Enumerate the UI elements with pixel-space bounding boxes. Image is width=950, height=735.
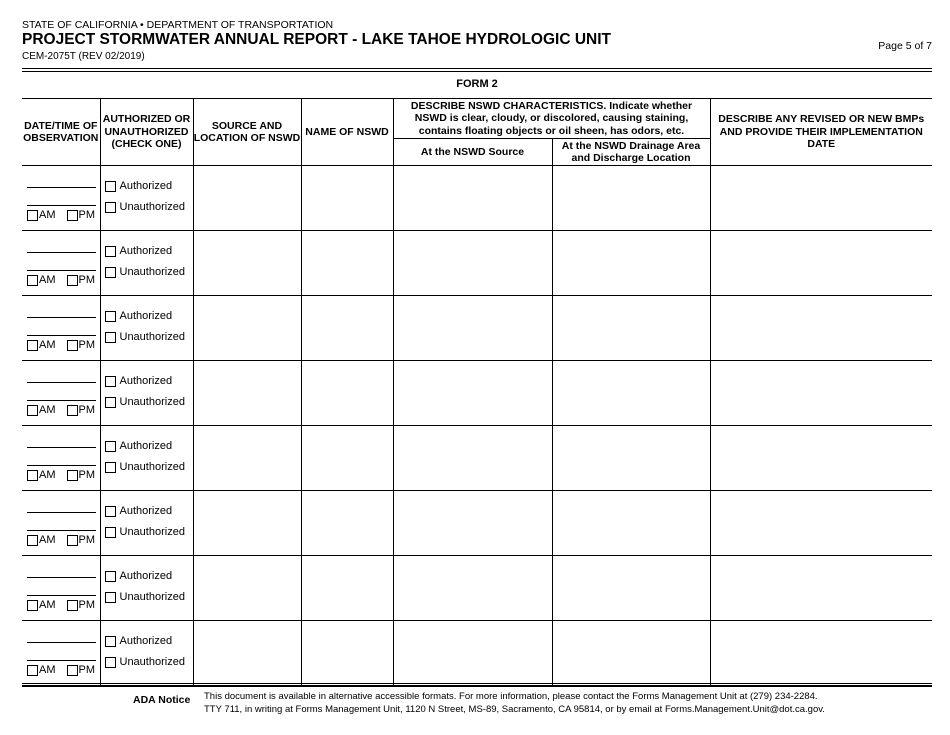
am-pm-group — [27, 209, 106, 221]
date-time-cell — [22, 231, 100, 296]
authorization-cell — [100, 231, 193, 296]
source-location-field[interactable] — [193, 361, 301, 426]
date-time-cell — [22, 491, 100, 556]
unauthorized-checkbox[interactable] — [105, 657, 116, 668]
am-checkbox[interactable] — [27, 665, 38, 676]
col-at-source: At the NSWD Source — [393, 139, 552, 166]
unauthorized-label: Unauthorized — [119, 266, 185, 278]
date-time-cell — [22, 621, 100, 686]
unauthorized-option — [105, 266, 185, 278]
authorized-checkbox[interactable] — [105, 246, 116, 257]
unauthorized-option — [105, 461, 185, 473]
am-pm-group — [27, 664, 106, 676]
unauthorized-label: Unauthorized — [119, 526, 185, 538]
date-field[interactable] — [27, 642, 96, 643]
am-label: AM — [39, 339, 56, 351]
table-row — [22, 231, 932, 296]
bmps-field[interactable] — [710, 231, 932, 296]
authorized-option — [105, 635, 173, 647]
am-checkbox[interactable] — [27, 405, 38, 416]
at-source-field[interactable] — [393, 621, 552, 686]
authorized-label: Authorized — [119, 180, 173, 192]
date-time-cell — [22, 361, 100, 426]
date-time-cell — [22, 426, 100, 491]
authorized-checkbox[interactable] — [105, 636, 116, 647]
pm-label: PM — [78, 599, 95, 611]
pm-label: PM — [78, 274, 95, 286]
unauthorized-checkbox[interactable] — [105, 397, 116, 408]
authorization-cell — [100, 426, 193, 491]
source-location-field[interactable] — [193, 426, 301, 491]
am-pm-group — [27, 599, 106, 611]
time-field[interactable] — [27, 400, 96, 401]
pm-label: PM — [78, 404, 95, 416]
am-checkbox[interactable] — [27, 470, 38, 481]
time-field[interactable] — [27, 660, 96, 661]
time-field[interactable] — [27, 595, 96, 596]
at-drainage-field[interactable] — [552, 556, 710, 621]
am-label: AM — [39, 209, 56, 221]
at-source-field[interactable] — [393, 556, 552, 621]
at-source-field[interactable] — [393, 491, 552, 556]
page-number: Page 5 of 7 — [878, 40, 932, 52]
authorized-option — [105, 310, 173, 322]
authorized-label: Authorized — [119, 375, 173, 387]
source-location-field[interactable] — [193, 621, 301, 686]
authorization-cell — [100, 621, 193, 686]
nswd-name-field[interactable] — [301, 361, 393, 426]
at-source-field[interactable] — [393, 361, 552, 426]
time-field[interactable] — [27, 335, 96, 336]
authorized-label: Authorized — [119, 310, 173, 322]
authorized-option — [105, 245, 173, 257]
col-date-time: DATE/TIME OF OBSERVATION — [22, 99, 100, 166]
nswd-name-field[interactable] — [301, 621, 393, 686]
nswd-name-field[interactable] — [301, 491, 393, 556]
authorized-checkbox[interactable] — [105, 571, 116, 582]
at-drainage-field[interactable] — [552, 621, 710, 686]
date-field[interactable] — [27, 447, 96, 448]
authorized-checkbox[interactable] — [105, 376, 116, 387]
nswd-name-field[interactable] — [301, 556, 393, 621]
at-source-field[interactable] — [393, 426, 552, 491]
am-label: AM — [39, 599, 56, 611]
col-bmps: DESCRIBE ANY REVISED OR NEW BMPs AND PROVIDE THEIR IMPLEMENTATION DATE — [710, 99, 932, 166]
authorization-cell — [100, 556, 193, 621]
bmps-field[interactable] — [710, 296, 932, 361]
col-describe: DESCRIBE NSWD CHARACTERISTICS. Indicate whether NSWD is clear, cloudy, or discolored, causing staining, contains floating objects or oil sheen, has odors, etc. — [393, 99, 710, 139]
time-field[interactable] — [27, 530, 96, 531]
nswd-name-field[interactable] — [301, 231, 393, 296]
source-location-field[interactable] — [193, 491, 301, 556]
authorized-option — [105, 375, 173, 387]
bmps-field[interactable] — [710, 556, 932, 621]
authorization-cell — [100, 166, 193, 231]
am-checkbox[interactable] — [27, 600, 38, 611]
pm-checkbox[interactable] — [67, 535, 78, 546]
unauthorized-option — [105, 331, 185, 343]
authorized-label: Authorized — [119, 505, 173, 517]
pm-label: PM — [78, 209, 95, 221]
unauthorized-label: Unauthorized — [119, 461, 185, 473]
col-authorized: AUTHORIZED OR UNAUTHORIZED (CHECK ONE) — [100, 99, 193, 166]
authorized-label: Authorized — [119, 245, 173, 257]
am-pm-group — [27, 534, 106, 546]
table-row — [22, 361, 932, 426]
at-drainage-field[interactable] — [552, 166, 710, 231]
nswd-observation-table — [22, 98, 932, 686]
form-number: CEM-2075T (REV 02/2019) — [22, 51, 145, 62]
date-time-cell — [22, 556, 100, 621]
authorization-cell — [100, 491, 193, 556]
am-checkbox[interactable] — [27, 535, 38, 546]
table-row — [22, 296, 932, 361]
bmps-field[interactable] — [710, 426, 932, 491]
authorized-label: Authorized — [119, 440, 173, 452]
unauthorized-option — [105, 396, 185, 408]
unauthorized-checkbox[interactable] — [105, 527, 116, 538]
unauthorized-checkbox[interactable] — [105, 592, 116, 603]
unauthorized-label: Unauthorized — [119, 201, 185, 213]
am-pm-group — [27, 274, 106, 286]
am-pm-group — [27, 404, 106, 416]
nswd-name-field[interactable] — [301, 426, 393, 491]
authorized-checkbox[interactable] — [105, 311, 116, 322]
authorized-checkbox[interactable] — [105, 181, 116, 192]
time-field[interactable] — [27, 270, 96, 271]
col-name: NAME OF NSWD — [301, 99, 393, 166]
pm-checkbox[interactable] — [67, 275, 78, 286]
am-label: AM — [39, 274, 56, 286]
pm-label: PM — [78, 664, 95, 676]
at-drainage-field[interactable] — [552, 231, 710, 296]
col-at-drainage: At the NSWD Drainage Area and Discharge Location — [552, 139, 710, 166]
bmps-field[interactable] — [710, 621, 932, 686]
am-label: AM — [39, 404, 56, 416]
at-drainage-field[interactable] — [552, 491, 710, 556]
pm-checkbox[interactable] — [67, 470, 78, 481]
unauthorized-option — [105, 656, 185, 668]
authorized-label: Authorized — [119, 635, 173, 647]
col-source-location: SOURCE AND LOCATION OF NSWD — [193, 99, 301, 166]
form-header — [22, 19, 932, 69]
ada-line-1: This document is available in alternative accessible formats. For more information, please contact the Forms Management Unit at (279) 234-2284. — [204, 691, 818, 702]
authorized-option — [105, 505, 173, 517]
unauthorized-label: Unauthorized — [119, 656, 185, 668]
ada-line-2: TTY 711, in writing at Forms Management Unit, 1120 N Street, MS-89, Sacramento, CA 95814, or by email at Forms.Management.Unit@dot.ca.gov. — [204, 703, 825, 715]
am-pm-group — [27, 469, 106, 481]
source-location-field[interactable] — [193, 231, 301, 296]
authorized-option — [105, 180, 173, 192]
source-location-field[interactable] — [193, 296, 301, 361]
report-title: PROJECT STORMWATER ANNUAL REPORT - LAKE TAHOE HYDROLOGIC UNIT — [22, 31, 612, 48]
unauthorized-label: Unauthorized — [119, 396, 185, 408]
date-field[interactable] — [27, 382, 96, 383]
authorized-checkbox[interactable] — [105, 441, 116, 452]
footer-rule — [22, 683, 932, 687]
unauthorized-label: Unauthorized — [119, 331, 185, 343]
date-field[interactable] — [27, 187, 96, 188]
table-row — [22, 166, 932, 231]
am-checkbox[interactable] — [27, 210, 38, 221]
unauthorized-label: Unauthorized — [119, 591, 185, 603]
pm-checkbox[interactable] — [67, 405, 78, 416]
form-label: FORM 2 — [456, 78, 498, 90]
at-source-field[interactable] — [393, 231, 552, 296]
date-field[interactable] — [27, 512, 96, 513]
bmps-field[interactable] — [710, 491, 932, 556]
unauthorized-option — [105, 591, 185, 603]
ada-notice — [204, 691, 825, 716]
nswd-name-field[interactable] — [301, 296, 393, 361]
table-row — [22, 426, 932, 491]
unauthorized-checkbox[interactable] — [105, 462, 116, 473]
authorized-checkbox[interactable] — [105, 506, 116, 517]
am-label: AM — [39, 534, 56, 546]
time-field[interactable] — [27, 465, 96, 466]
unauthorized-checkbox[interactable] — [105, 267, 116, 278]
at-drainage-field[interactable] — [552, 426, 710, 491]
source-location-field[interactable] — [193, 556, 301, 621]
table-row — [22, 491, 932, 556]
date-time-cell — [22, 166, 100, 231]
unauthorized-checkbox[interactable] — [105, 202, 116, 213]
at-source-field[interactable] — [393, 296, 552, 361]
unauthorized-option — [105, 201, 185, 213]
authorization-cell — [100, 296, 193, 361]
authorization-cell — [100, 361, 193, 426]
am-label: AM — [39, 469, 56, 481]
authorized-option — [105, 440, 173, 452]
agency-name: STATE OF CALIFORNIA • DEPARTMENT OF TRANSPORTATION — [22, 19, 334, 31]
table-row — [22, 621, 932, 686]
at-drainage-field[interactable] — [552, 361, 710, 426]
date-time-cell — [22, 296, 100, 361]
pm-label: PM — [78, 534, 95, 546]
pm-checkbox[interactable] — [67, 665, 78, 676]
unauthorized-option — [105, 526, 185, 538]
am-checkbox[interactable] — [27, 275, 38, 286]
pm-label: PM — [78, 469, 95, 481]
am-checkbox[interactable] — [27, 340, 38, 351]
pm-checkbox[interactable] — [67, 210, 78, 221]
source-location-field[interactable] — [193, 166, 301, 231]
bmps-field[interactable] — [710, 166, 932, 231]
authorized-label: Authorized — [119, 570, 173, 582]
nswd-name-field[interactable] — [301, 166, 393, 231]
pm-checkbox[interactable] — [67, 340, 78, 351]
at-source-field[interactable] — [393, 166, 552, 231]
pm-label: PM — [78, 339, 95, 351]
ada-label: ADA Notice — [133, 694, 191, 706]
unauthorized-checkbox[interactable] — [105, 332, 116, 343]
date-field[interactable] — [27, 317, 96, 318]
am-label: AM — [39, 664, 56, 676]
time-field[interactable] — [27, 205, 96, 206]
date-field[interactable] — [27, 577, 96, 578]
bmps-field[interactable] — [710, 361, 932, 426]
authorized-option — [105, 570, 173, 582]
header-rule — [22, 68, 932, 72]
table-row — [22, 556, 932, 621]
am-pm-group — [27, 339, 106, 351]
pm-checkbox[interactable] — [67, 600, 78, 611]
date-field[interactable] — [27, 252, 96, 253]
at-drainage-field[interactable] — [552, 296, 710, 361]
